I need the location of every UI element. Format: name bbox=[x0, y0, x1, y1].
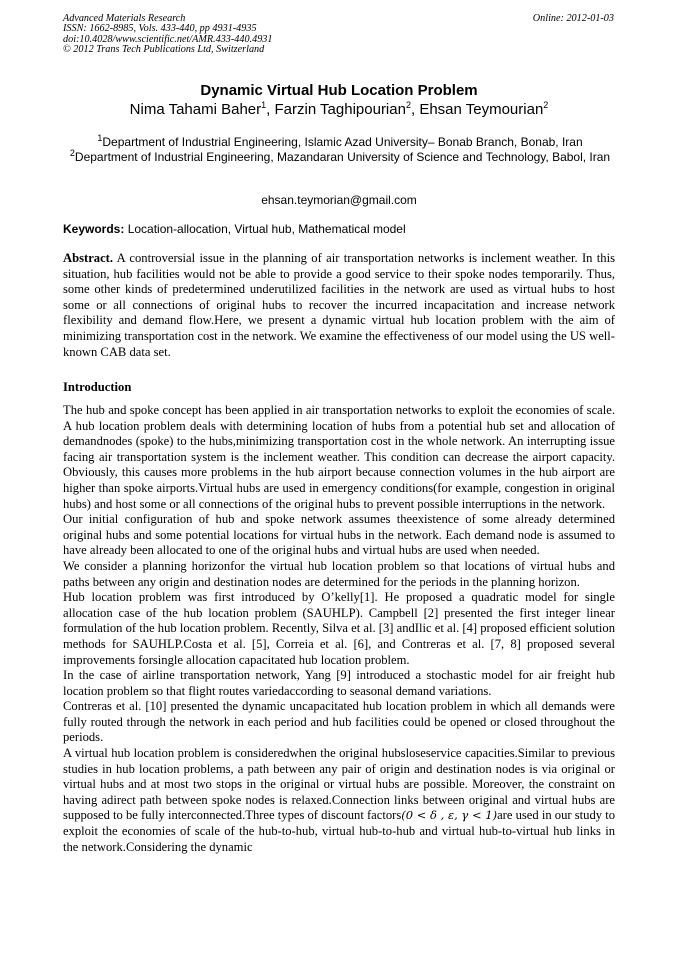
author-name: Ehsan Teymourian bbox=[419, 101, 544, 118]
keywords-label: Keywords: bbox=[63, 222, 125, 236]
author-separator: , bbox=[266, 101, 275, 118]
affiliation-1 bbox=[60, 135, 620, 151]
affiliation-mark: 1 bbox=[97, 133, 103, 143]
keywords-text: Location-allocation, Virtual hub, Mathematical model bbox=[124, 222, 406, 236]
online-date: Online: 2012-01-03 bbox=[532, 13, 614, 24]
author-name: Farzin Taghipourian bbox=[274, 101, 406, 118]
abstract-text: A controversial issue in the planning of air transportation networks is inclement weather. In this situation, hub facilities would not be able to provide a good service to their spoke nodes temporarily. Thus, some other kinds of predetermined underutilized facilities in the network are used as virtual hubs to host some or all connections of original hubs to recover the incurred incapacitation and increase network flexibility and demand flow.Here, we present a dynamic virtual hub location problem with the aim of minimizing transportation cost in the network. We examine the effectiveness of our model using the US well-known CAB data set. bbox=[63, 251, 615, 359]
keywords bbox=[63, 222, 618, 236]
paragraph: The hub and spoke concept has been applied in air transportation networks to exploit the economies of scale. A hub location problem deals with determining location of hubs from a potential hub set and allocation of demandnodes (spoke) to the hubs,minimizing transportation cost in the whole network. An interrupting issue facing air transportation system is the inclement weather. This condition can decrease the airport capacity. Obviously, this causes more problems in the hub airport because connection volumes in the hub airport are higher than spoke airports.Virtual hubs are used in emergency conditions(for example, congestion in original hubs) and host some or all connections of the original hubs to prevent possible interruptions in the network. bbox=[63, 403, 615, 511]
introduction-body bbox=[63, 403, 615, 855]
corresponding-email: ehsan.teymorian@gmail.com bbox=[261, 193, 417, 207]
paragraph bbox=[63, 746, 615, 855]
affiliation-mark: 2 bbox=[69, 148, 75, 158]
journal-copyright: © 2012 Trans Tech Publications Ltd, Switzerland bbox=[63, 44, 265, 56]
paper-title: Dynamic Virtual Hub Location Problem bbox=[200, 82, 478, 99]
affiliation-text: Department of Industrial Engineering, Mazandaran University of Science and Technology, Babol, Iran bbox=[74, 150, 611, 164]
journal-issn: ISSN: 1662-8985, Vols. 433-440, pp 4931-4935 bbox=[63, 23, 257, 35]
author-affiliation-mark: 2 bbox=[405, 100, 411, 110]
abstract bbox=[63, 251, 615, 360]
journal-doi: doi:10.4028/www.scientific.net/AMR.433-440.4931 bbox=[63, 33, 273, 45]
discount-factor-formula: (0 < δ , ε, γ < 1) bbox=[401, 808, 498, 823]
author-affiliation-mark: 2 bbox=[543, 100, 549, 110]
affiliation-2 bbox=[60, 150, 620, 166]
author-affiliation-mark: 1 bbox=[261, 100, 267, 110]
paragraph: Hub location problem was first introduced by O’kelly[1]. He proposed a quadratic model for single allocation case of the hub location problem (SAUHLP). Campbell [2] presented the first integer linear formulation of the hub location problem. Recently, Silva et al. [3] andIlic et al. [4] proposed efficient solution methods for SAUHLP.Costa et al. [5], Correia et al. [6], and Contreras et al. [7, 8] proposed several improvements forsingle allocation capacitated hub location problem. bbox=[63, 590, 615, 667]
section-heading-introduction: Introduction bbox=[63, 380, 132, 394]
author-list bbox=[0, 101, 678, 118]
paragraph-text: are used in our study to exploit the economies of scale of the hub-to-hub, virtual hub-to-hub and virtual hub-to-virtual hub links in the network.Considering the dynamic bbox=[63, 808, 615, 854]
abstract-label: Abstract. bbox=[63, 251, 114, 265]
paragraph: Contreras et al. [10] presented the dynamic uncapacitated hub location problem in which all demands were fully routed through the network in each period and hub facilities could be opened or closed throughout the periods. bbox=[63, 699, 615, 745]
paragraph-text: A virtual hub location problem is consideredwhen the original hubsloseservice capacities.Similar to previous studies in hub location problems, a path between any pair of origin and destination nodes is via original or virtual hubs and at most two stops in the original or virtual hubs are possible. Moreover, the constraint on having adirect path between spoke nodes is relaxed.Connection links between original and virtual hubs are supposed to be fully interconnected.Three types of discount factors bbox=[63, 746, 615, 823]
author-separator: , bbox=[410, 101, 420, 118]
affiliation-text: Department of Industrial Engineering, Islamic Azad University– Bonab Branch, Bonab, Iran bbox=[102, 135, 583, 149]
paragraph: We consider a planning horizonfor the virtual hub location problem so that locations of virtual hubs and paths between any origin and destination nodes are determined for the periods in the planning horizon. bbox=[63, 558, 615, 589]
paragraph: In the case of airline transportation network, Yang [9] introduced a stochastic model for air freight hub location problem so that flight routes variedaccording to seasonal demand variations. bbox=[63, 668, 615, 698]
paragraph: Our initial configuration of hub and spoke network assumes theexistence of some already determined original hubs and some potential locations for virtual hubs in the network. Each demand node is assumed to have already been allocated to one of the original hubs and virtual hubs are used when needed. bbox=[63, 512, 615, 558]
journal-header bbox=[63, 14, 463, 56]
author-name: Nima Tahami Baher bbox=[129, 101, 262, 118]
journal-name: Advanced Materials Research bbox=[63, 13, 186, 24]
